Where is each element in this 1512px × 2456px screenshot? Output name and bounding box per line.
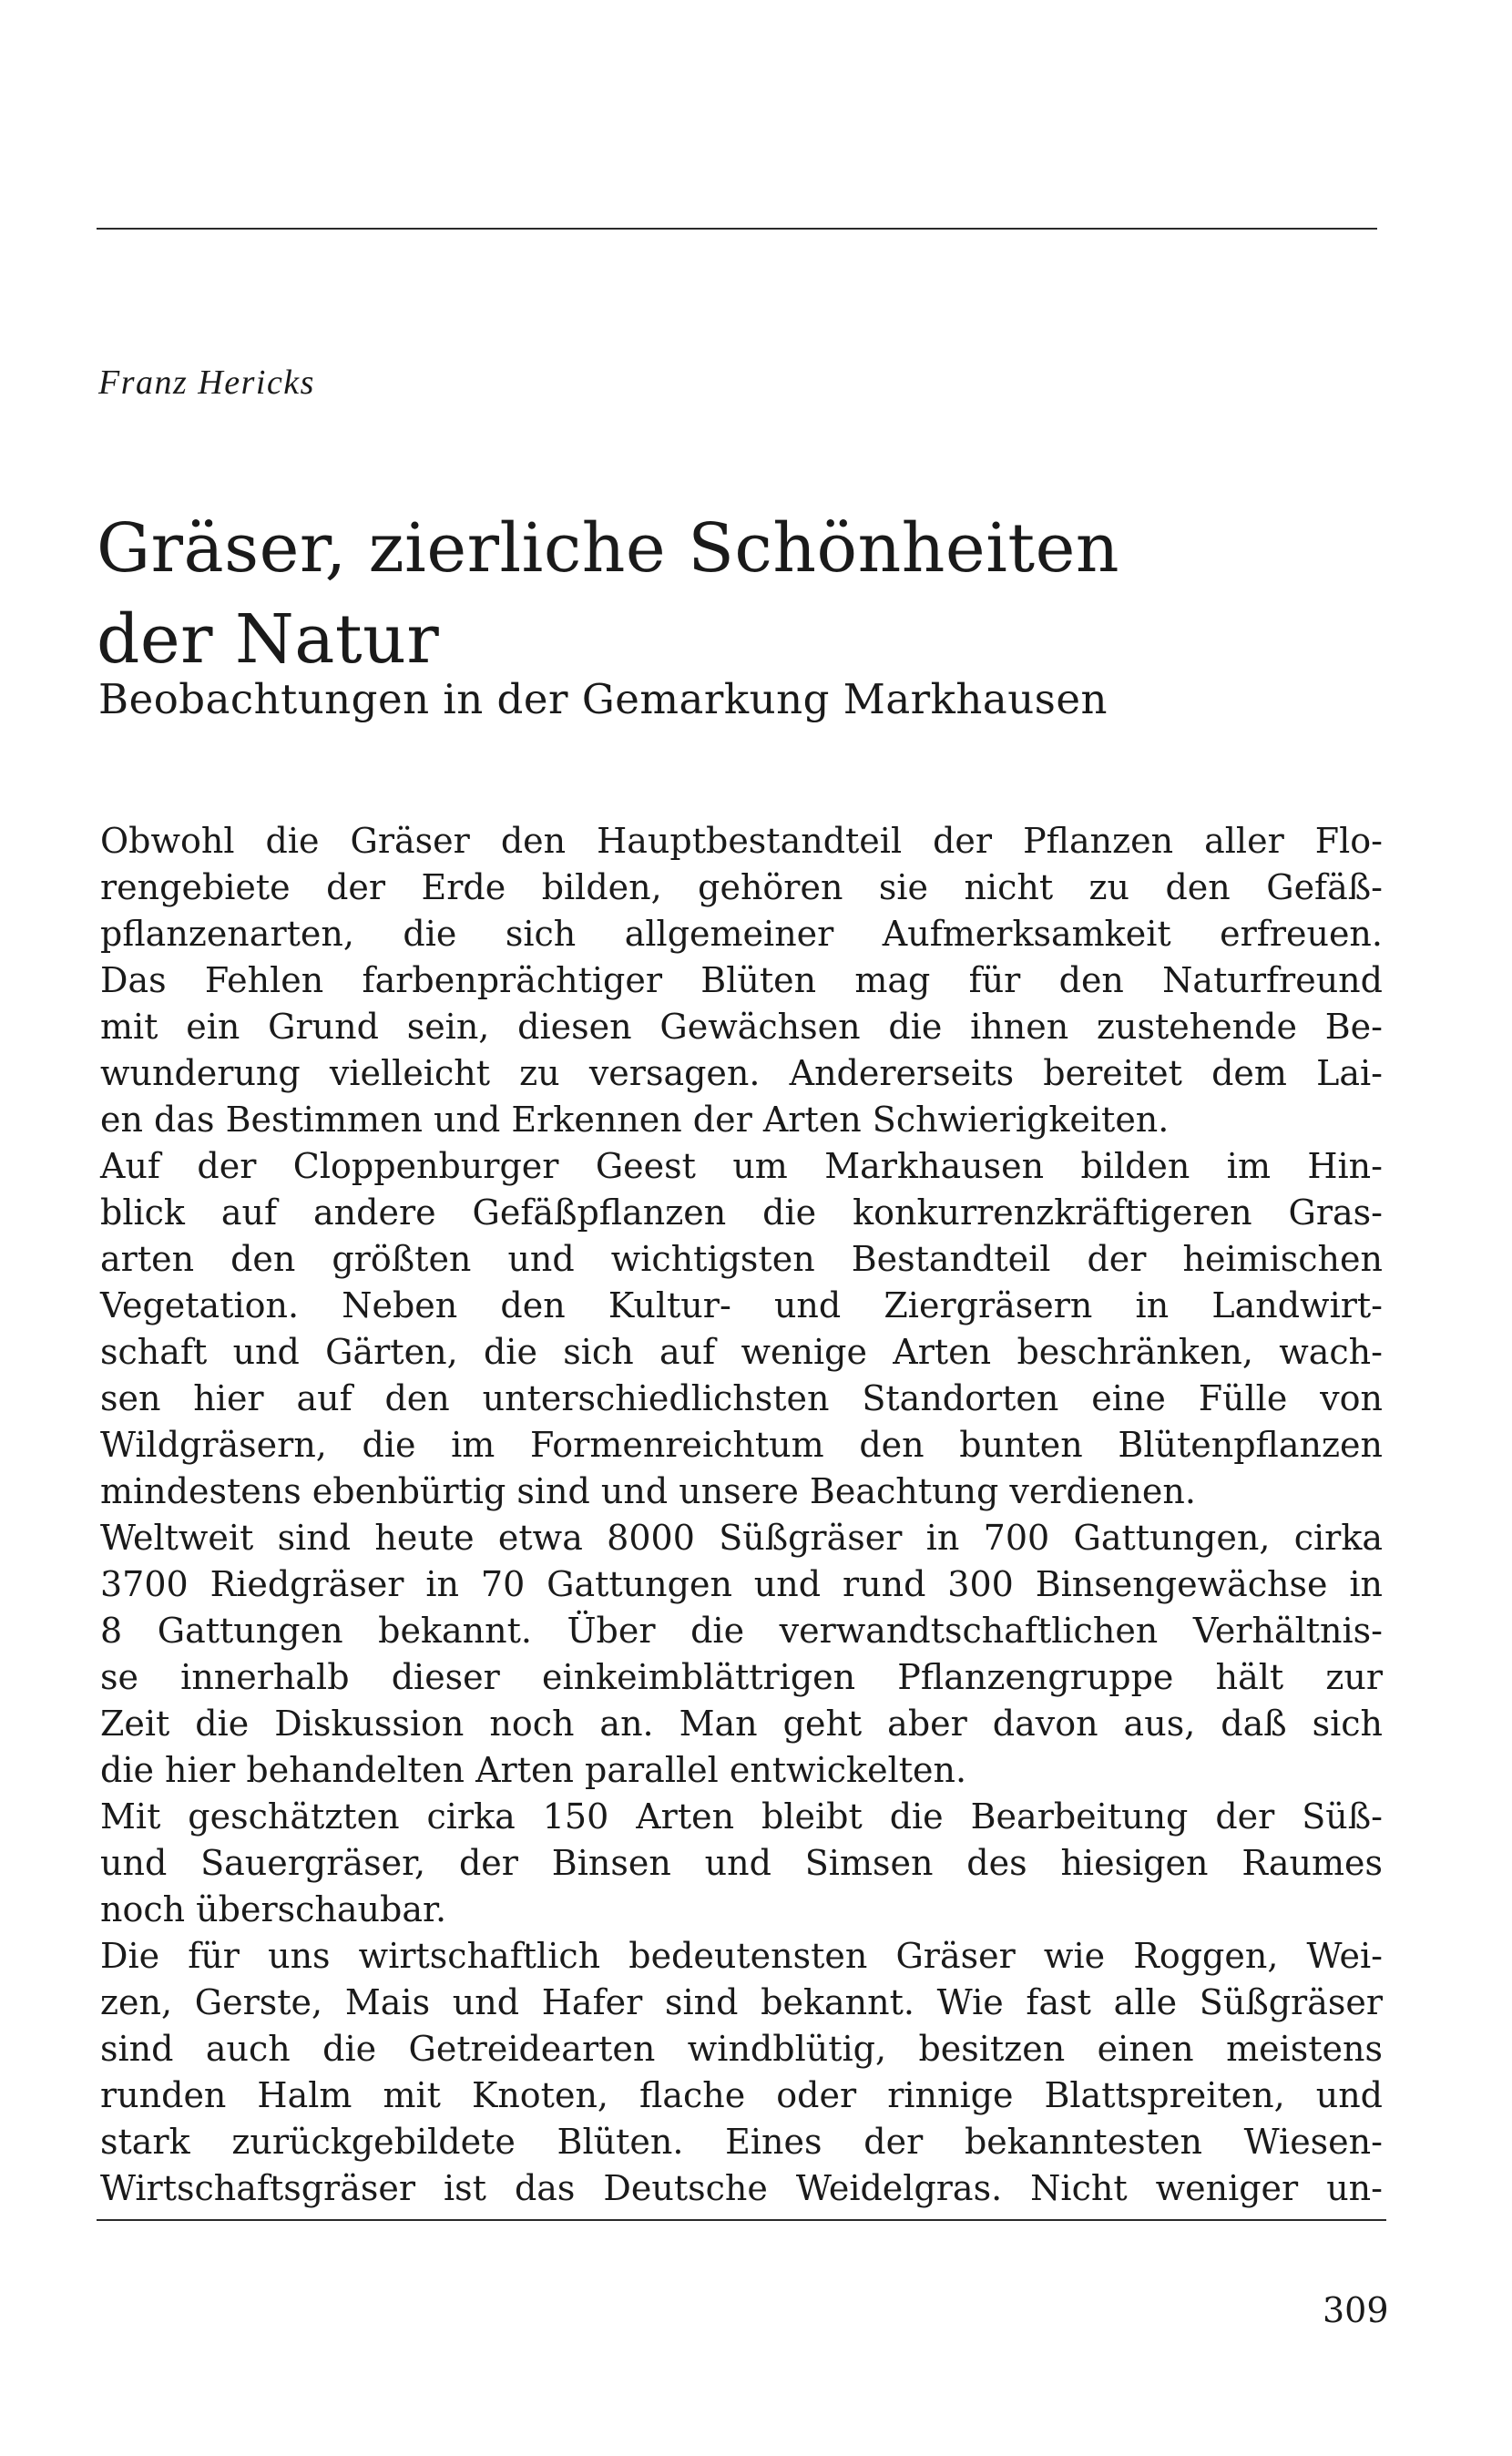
body-line: zen, Gerste, Mais und Hafer sind bekannt. Wie fast alle Süßgräser [100,1982,1383,2022]
body-line: mit ein Grund sein, diesen Gewächsen die ihnen zustehende Be- [100,1007,1383,1047]
body-line: Zeit die Diskussion noch an. Man geht aber davon aus, daß sich [100,1704,1383,1744]
body-line: se innerhalb dieser einkeimblättrigen Pflanzengruppe hält zur [100,1657,1383,1697]
body-line: Obwohl die Gräser den Hauptbestandteil der Pflanzen aller Flo- [100,821,1383,861]
body-line: Vegetation. Neben den Kultur- und Ziergräsern in Landwirt- [100,1285,1383,1325]
body-line: Wildgräsern, die im Formenreichtum den bunten Blütenpflanzen [100,1425,1383,1465]
body-line: arten den größten und wichtigsten Bestandteil der heimischen [100,1239,1383,1279]
body-line: 3700 Riedgräser in 70 Gattungen und rund 300 Binsengewächse in [100,1564,1383,1604]
body-line: Das Fehlen farbenprächtiger Blüten mag für den Naturfreund [100,960,1383,1000]
body-line: Wirtschaftsgräser ist das Deutsche Weidelgras. Nicht weniger un- [100,2168,1383,2208]
article-title [97,503,1390,685]
body-line: pflanzenarten, die sich allgemeiner Aufmerksamkeit erfreuen. [100,914,1383,954]
body-line: en das Bestimmen und Erkennen der Arten Schwierigkeiten. [100,1100,1170,1140]
body-line: rengebiete der Erde bilden, gehören sie nicht zu den Gefäß- [100,867,1383,907]
body-line: Mit geschätzten cirka 150 Arten bleibt die Bearbeitung der Süß- [100,1796,1383,1837]
top-rule [97,228,1377,230]
author-name: Franz Hericks [98,363,315,402]
body-line: stark zurückgebildete Blüten. Eines der bekanntesten Wiesen- [100,2122,1383,2162]
body-line: 8 Gattungen bekannt. Über die verwandtschaftlichen Verhältnis- [100,1611,1383,1651]
body-line: die hier behandelten Arten parallel entwickelten. [100,1750,967,1790]
body-line: sen hier auf den unterschiedlichsten Standorten eine Fülle von [100,1378,1383,1418]
bottom-rule [97,2219,1386,2221]
body-line: Auf der Cloppenburger Geest um Markhausen bilden im Hin- [100,1146,1383,1186]
page-number: 309 [1323,2290,1389,2330]
body-line: wunderung vielleicht zu versagen. Andererseits bereitet dem Lai- [100,1053,1383,1093]
body-line: sind auch die Getreidearten windblütig, besitzen einen meistens [100,2029,1383,2069]
body-line: Weltweit sind heute etwa 8000 Süßgräser in 700 Gattungen, cirka [100,1518,1383,1558]
body-line: mindestens ebenbürtig sind und unsere Beachtung verdienen. [100,1471,1196,1511]
body-line: runden Halm mit Knoten, flache oder rinnige Blattspreiten, und [100,2075,1383,2115]
body-line: und Sauergräser, der Binsen und Simsen des hiesigen Raumes [100,1843,1383,1883]
title-line-1: Gräser, zierliche Schönheiten [97,509,1120,588]
body-line: noch überschaubar. [100,1889,447,1929]
body-line: blick auf andere Gefäßpflanzen die konkurrenzkräftigeren Gras- [100,1192,1383,1233]
body-line: schaft und Gärten, die sich auf wenige Arten beschränken, wach- [100,1332,1383,1372]
title-line-2: der Natur [97,600,440,679]
body-text [100,818,1383,2212]
article-subtitle: Beobachtungen in der Gemarkung Markhausen [98,675,1108,723]
body-line: Die für uns wirtschaftlich bedeutensten Gräser wie Roggen, Wei- [100,1936,1383,1976]
